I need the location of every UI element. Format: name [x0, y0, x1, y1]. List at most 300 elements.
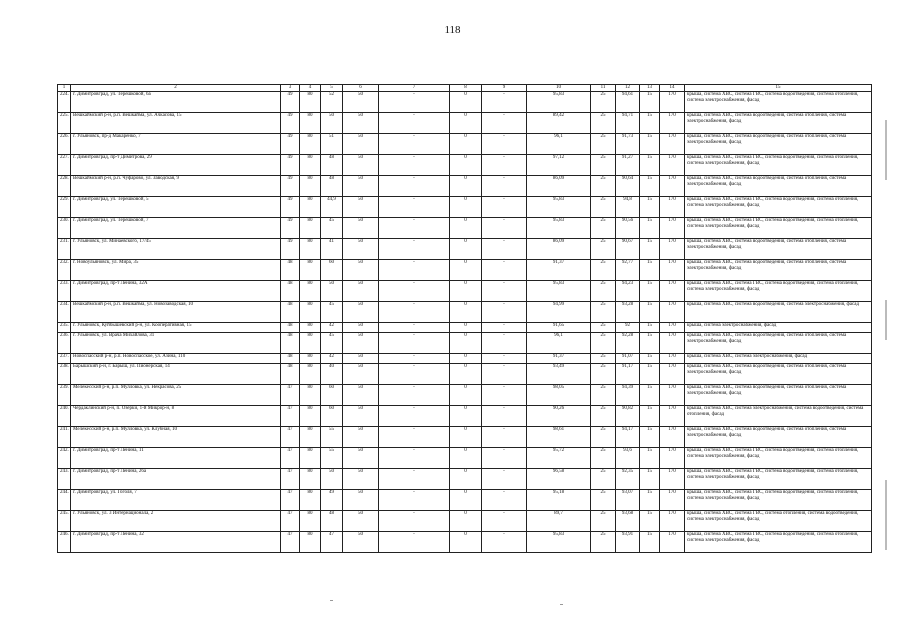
value-cell: 50 — [343, 427, 379, 448]
table-row — [58, 406, 872, 427]
value-cell: 15 — [640, 354, 660, 364]
works-list-cell: крыша, система ХВС, система ГВС, система водоотведения, система отопления, система электроснабжения, фасад — [685, 490, 872, 511]
value-cell: 80 — [300, 134, 321, 155]
value-cell: - — [379, 511, 450, 532]
value-cell: 0 — [450, 281, 482, 302]
value-cell: - — [379, 113, 450, 134]
column-header: 3 — [281, 85, 300, 92]
value-cell: 49 — [281, 218, 300, 239]
value-cell: 48 — [281, 364, 300, 385]
value-cell: 0 — [450, 532, 482, 553]
value-cell: - — [482, 155, 527, 176]
value-cell: 50 — [343, 511, 379, 532]
row-number-cell: 240. — [58, 406, 71, 427]
address-cell: г. Димитровград, ул. Терешковой, 5 — [71, 197, 281, 218]
value-cell: 93,91 — [616, 532, 640, 553]
value-cell: 170 — [660, 218, 685, 239]
works-list-cell: крыша, система ХВС, система ГВС, система водоотведения, система отопления, система электроснабжения, фасад — [685, 218, 872, 239]
value-cell: 60 — [321, 406, 343, 427]
value-cell: 170 — [660, 176, 685, 197]
value-cell: 0 — [450, 134, 482, 155]
value-cell: 92,28 — [616, 333, 640, 354]
value-cell: - — [379, 469, 450, 490]
value-cell: 25 — [591, 134, 616, 155]
works-list-cell: крыша, система ХВС, система водоотведения, система отопления, система электроснабжения, фасад — [685, 134, 872, 155]
row-number-cell: 234. — [58, 302, 71, 323]
value-cell: - — [482, 406, 527, 427]
row-number-cell: 232. — [58, 260, 71, 281]
address-cell: Вешкаймский р-н, р.п. Чуфарово, ул. Заводская, 9 — [71, 176, 281, 197]
value-cell: 15 — [640, 490, 660, 511]
value-cell: 97,12 — [527, 155, 591, 176]
works-list-cell: крыша, система ХВС, система водоотведения, система электроснабжения, фасад — [685, 302, 872, 323]
address-cell: Мелекесский р-н, р.п. Мулловка, ул. Клубная, 10 — [71, 427, 281, 448]
value-cell: 50 — [343, 197, 379, 218]
value-cell: 51 — [321, 134, 343, 155]
value-cell: 50 — [343, 406, 379, 427]
value-cell: 50 — [343, 532, 379, 553]
value-cell: 50 — [343, 364, 379, 385]
table-row — [58, 364, 872, 385]
value-cell: 0 — [450, 333, 482, 354]
column-header: 9 — [482, 85, 527, 92]
value-cell: 91,17 — [616, 364, 640, 385]
value-cell: 95,83 — [527, 197, 591, 218]
value-cell: 92,35 — [616, 469, 640, 490]
value-cell: - — [482, 354, 527, 364]
value-cell: 170 — [660, 323, 685, 333]
value-cell: 25 — [591, 155, 616, 176]
value-cell: 50 — [343, 385, 379, 406]
address-cell: Вешкаймский р-н, р.п. Вешкайма, ул. Ачкасова, 15 — [71, 113, 281, 134]
table-row — [58, 490, 872, 511]
row-number-cell: 243. — [58, 469, 71, 490]
value-cell: 90,56 — [616, 218, 640, 239]
value-cell: 94,71 — [616, 113, 640, 134]
value-cell: 25 — [591, 260, 616, 281]
value-cell: 94,99 — [527, 302, 591, 323]
table-row — [58, 281, 872, 302]
value-cell: 49 — [281, 155, 300, 176]
value-cell: 25 — [591, 385, 616, 406]
value-cell: 15 — [640, 469, 660, 490]
table-row — [58, 134, 872, 155]
value-cell: 91,07 — [616, 354, 640, 364]
value-cell: - — [482, 323, 527, 333]
row-number-cell: 236. — [58, 333, 71, 354]
value-cell: 25 — [591, 406, 616, 427]
value-cell: 50 — [343, 354, 379, 364]
scan-edge-mark — [885, 120, 887, 180]
value-cell: 15 — [640, 281, 660, 302]
value-cell: 80 — [300, 490, 321, 511]
value-cell: 50 — [343, 134, 379, 155]
value-cell: - — [379, 134, 450, 155]
value-cell: 170 — [660, 333, 685, 354]
row-number-cell: 231. — [58, 239, 71, 260]
table-row — [58, 469, 872, 490]
value-cell: 170 — [660, 364, 685, 385]
value-cell: - — [482, 134, 527, 155]
value-cell: - — [482, 176, 527, 197]
address-cell: Барышский р-н, г. Барыш, ул. Пионерская, 14 — [71, 364, 281, 385]
value-cell: 0 — [450, 176, 482, 197]
value-cell: 93,68 — [616, 511, 640, 532]
value-cell: 15 — [640, 364, 660, 385]
row-number-cell: 233. — [58, 281, 71, 302]
value-cell: 98,61 — [527, 427, 591, 448]
table-row — [58, 113, 872, 134]
value-cell: - — [482, 511, 527, 532]
value-cell: 96,58 — [527, 469, 591, 490]
value-cell: 50 — [343, 448, 379, 469]
value-cell: - — [482, 364, 527, 385]
table-row — [58, 92, 872, 113]
address-cell: г. Ульяновск, ул. 3 Интернационала, 2 — [71, 511, 281, 532]
value-cell: 0 — [450, 323, 482, 333]
value-cell: 47 — [281, 427, 300, 448]
column-number-row — [58, 85, 872, 92]
column-header: 12 — [616, 85, 640, 92]
address-cell: Мелекесский р-н, р.п. Мулловка, ул. Некрасова, 25 — [71, 385, 281, 406]
value-cell: 80 — [300, 511, 321, 532]
value-cell: 95,18 — [527, 490, 591, 511]
value-cell: 170 — [660, 511, 685, 532]
value-cell: 80 — [300, 385, 321, 406]
value-cell: 80 — [300, 406, 321, 427]
value-cell: 48 — [281, 302, 300, 323]
value-cell: 170 — [660, 239, 685, 260]
value-cell: 91,37 — [527, 354, 591, 364]
value-cell: 90,26 — [527, 406, 591, 427]
value-cell: 25 — [591, 511, 616, 532]
table-row — [58, 239, 872, 260]
value-cell: 170 — [660, 385, 685, 406]
value-cell: 50 — [343, 113, 379, 134]
value-cell: 25 — [591, 448, 616, 469]
value-cell: 80 — [300, 155, 321, 176]
value-cell: 25 — [591, 427, 616, 448]
value-cell: 0 — [450, 406, 482, 427]
value-cell: 45 — [321, 302, 343, 323]
value-cell: 96,1 — [527, 333, 591, 354]
value-cell: - — [482, 239, 527, 260]
value-cell: 60 — [321, 385, 343, 406]
works-list-cell: крыша, система ХВС, система водоотведения, система отопления, система электроснабжения, фасад — [685, 260, 872, 281]
value-cell: 91,37 — [527, 260, 591, 281]
value-cell: 15 — [640, 197, 660, 218]
works-list-cell: крыша, система ХВС, система водоотведения, система отопления, система электроснабжения, фасад — [685, 113, 872, 134]
value-cell: 90,64 — [616, 176, 640, 197]
value-cell: 40 — [321, 364, 343, 385]
address-cell: Вешкаймский р-н, р.п. Вешкайма, ул. Новозаводская, 10 — [71, 302, 281, 323]
value-cell: 80 — [300, 354, 321, 364]
row-number-cell: 228. — [58, 176, 71, 197]
value-cell: 15 — [640, 532, 660, 553]
value-cell: 49 — [281, 92, 300, 113]
table-row — [58, 260, 872, 281]
value-cell: 25 — [591, 281, 616, 302]
scan-speck — [560, 604, 563, 605]
works-list-cell: крыша, система ХВС, система ГВС, система водоотведения, система отопления, система электроснабжения, фасад — [685, 448, 872, 469]
value-cell: 15 — [640, 323, 660, 333]
column-header: 13 — [640, 85, 660, 92]
row-number-cell: 246. — [58, 532, 71, 553]
works-list-cell: крыша, система ХВС, система ГВС, система водоотведения, система отопления, система электроснабжения, фасад — [685, 155, 872, 176]
value-cell: 15 — [640, 511, 660, 532]
value-cell: - — [379, 333, 450, 354]
value-cell: 49 — [281, 176, 300, 197]
value-cell: 47 — [321, 532, 343, 553]
value-cell: 50 — [321, 469, 343, 490]
value-cell: 48 — [321, 511, 343, 532]
table-row — [58, 333, 872, 354]
value-cell: 25 — [591, 176, 616, 197]
value-cell: 86,09 — [527, 239, 591, 260]
value-cell: 93,07 — [616, 490, 640, 511]
row-number-cell: 227. — [58, 155, 71, 176]
value-cell: 48 — [321, 155, 343, 176]
value-cell: - — [482, 281, 527, 302]
column-header: 5 — [321, 85, 343, 92]
value-cell: 98,05 — [527, 385, 591, 406]
value-cell: 55 — [321, 448, 343, 469]
value-cell: 0 — [450, 354, 482, 364]
value-cell: - — [482, 260, 527, 281]
value-cell: 90,67 — [616, 239, 640, 260]
value-cell: 94,61 — [616, 92, 640, 113]
value-cell: 95,83 — [527, 218, 591, 239]
column-header: 6 — [343, 85, 379, 92]
value-cell: 170 — [660, 354, 685, 364]
value-cell: 94,23 — [616, 281, 640, 302]
address-cell: г. Ульяновск, ул. Врача Михайлова, 31 — [71, 333, 281, 354]
works-list-cell: крыша, система ХВС, система водоотведения, система отопления, система электроснабжения, фасад — [685, 333, 872, 354]
value-cell: 170 — [660, 134, 685, 155]
value-cell: 170 — [660, 427, 685, 448]
value-cell: 42 — [321, 323, 343, 333]
value-cell: 170 — [660, 113, 685, 134]
value-cell: 94,17 — [616, 427, 640, 448]
value-cell: 170 — [660, 532, 685, 553]
address-cell: г. Новоульяновск, ул. Мира, 35 — [71, 260, 281, 281]
row-number-cell: 226. — [58, 134, 71, 155]
value-cell: 25 — [591, 239, 616, 260]
column-header: 4 — [300, 85, 321, 92]
value-cell: 0 — [450, 113, 482, 134]
value-cell: 80 — [300, 364, 321, 385]
value-cell: 48 — [321, 176, 343, 197]
value-cell: 48 — [281, 281, 300, 302]
value-cell: 25 — [591, 532, 616, 553]
value-cell: 50 — [343, 176, 379, 197]
value-cell: 0 — [450, 260, 482, 281]
value-cell: 170 — [660, 260, 685, 281]
value-cell: 96,1 — [527, 134, 591, 155]
address-cell: г. Димитровград, пр-т Ленина, 26а — [71, 469, 281, 490]
table-row — [58, 302, 872, 323]
value-cell: - — [482, 448, 527, 469]
value-cell: 80 — [300, 197, 321, 218]
value-cell: - — [482, 218, 527, 239]
value-cell: 50 — [343, 92, 379, 113]
row-number-cell: 229. — [58, 197, 71, 218]
address-cell: г. Димитровград, пр-т Ленина, 32 — [71, 532, 281, 553]
works-list-cell: крыша, система ХВС, система электроснабжения, фасад — [685, 354, 872, 364]
value-cell: 25 — [591, 92, 616, 113]
value-cell: 25 — [591, 354, 616, 364]
works-list-cell: крыша, система ХВС, система водоотведения, система отопления, система электроснабжения, фасад — [685, 364, 872, 385]
value-cell: 0 — [450, 92, 482, 113]
value-cell: 48 — [281, 323, 300, 333]
address-cell: Чердаклинский р-н, п. Озёрки, 1-й Микрор-н, 8 — [71, 406, 281, 427]
value-cell: 170 — [660, 155, 685, 176]
value-cell: 80 — [300, 113, 321, 134]
column-header: 2 — [71, 85, 281, 92]
address-cell: г. Ульяновск, пр-д Макаренко, 7 — [71, 134, 281, 155]
value-cell: 95,72 — [527, 448, 591, 469]
value-cell: 50 — [343, 155, 379, 176]
value-cell: - — [379, 385, 450, 406]
value-cell: - — [379, 323, 450, 333]
value-cell: 15 — [640, 134, 660, 155]
value-cell: 52 — [321, 92, 343, 113]
value-cell: - — [482, 302, 527, 323]
table-row — [58, 354, 872, 364]
value-cell: - — [379, 364, 450, 385]
value-cell: 55 — [321, 427, 343, 448]
value-cell: 95,83 — [527, 532, 591, 553]
row-number-cell: 238. — [58, 364, 71, 385]
value-cell: 49 — [321, 490, 343, 511]
value-cell: 47 — [281, 532, 300, 553]
table-row — [58, 197, 872, 218]
value-cell: - — [379, 302, 450, 323]
value-cell: 80 — [300, 92, 321, 113]
value-cell: 25 — [591, 218, 616, 239]
value-cell: 15 — [640, 239, 660, 260]
value-cell: - — [379, 92, 450, 113]
value-cell: 25 — [591, 490, 616, 511]
table-row — [58, 532, 872, 553]
value-cell: 170 — [660, 92, 685, 113]
value-cell: 50 — [343, 323, 379, 333]
address-cell: г. Димитровград, пр-т Димитрова, 29 — [71, 155, 281, 176]
value-cell: 170 — [660, 281, 685, 302]
value-cell: 47 — [281, 469, 300, 490]
value-cell: 80 — [300, 469, 321, 490]
row-number-cell: 230. — [58, 218, 71, 239]
value-cell: 50 — [343, 218, 379, 239]
address-cell: г. Ульяновск, Куйбышевский р-н, ул. Кооперативная, 15 — [71, 323, 281, 333]
value-cell: 15 — [640, 302, 660, 323]
value-cell: 95,83 — [527, 92, 591, 113]
value-cell: 25 — [591, 113, 616, 134]
value-cell: 48 — [281, 260, 300, 281]
value-cell: 86,09 — [527, 176, 591, 197]
value-cell: 80 — [300, 218, 321, 239]
value-cell: 48 — [281, 333, 300, 354]
value-cell: - — [482, 92, 527, 113]
value-cell: 94,39 — [616, 385, 640, 406]
column-header: 14 — [660, 85, 685, 92]
address-cell: г. Димитровград, пр-т Ленина, 32А — [71, 281, 281, 302]
value-cell: 42 — [321, 354, 343, 364]
value-cell: 93,6 — [616, 448, 640, 469]
value-cell: 0 — [450, 427, 482, 448]
value-cell: 25 — [591, 323, 616, 333]
table-row — [58, 385, 872, 406]
address-cell: Новоспасский р-н, р.п. Новоспасское, ул. Азина, 110 — [71, 354, 281, 364]
table-row — [58, 218, 872, 239]
value-cell: 25 — [591, 197, 616, 218]
table-row — [58, 511, 872, 532]
value-cell: 170 — [660, 406, 685, 427]
value-cell: - — [379, 260, 450, 281]
value-cell: 0 — [450, 155, 482, 176]
value-cell: - — [379, 218, 450, 239]
works-list-cell: крыша, система ХВС, система водоотведения, система отопления, система электроснабжения, фасад — [685, 427, 872, 448]
address-cell: г. Димитровград, ул. Терешковой, 7 — [71, 218, 281, 239]
value-cell: 89,42 — [527, 113, 591, 134]
table-row — [58, 448, 872, 469]
value-cell: 80 — [300, 323, 321, 333]
value-cell: 80 — [300, 333, 321, 354]
value-cell: 15 — [640, 176, 660, 197]
works-list-cell: крыша, система ХВС, система ГВС, система водоотведения, система отопления, система электроснабжения, фасад — [685, 469, 872, 490]
value-cell: - — [482, 385, 527, 406]
row-number-cell: 237. — [58, 354, 71, 364]
value-cell: 49 — [281, 197, 300, 218]
value-cell: 45 — [321, 218, 343, 239]
value-cell: 50 — [343, 302, 379, 323]
value-cell: 80 — [300, 532, 321, 553]
value-cell: 80 — [300, 448, 321, 469]
value-cell: 0 — [450, 469, 482, 490]
value-cell: 15 — [640, 448, 660, 469]
value-cell: 50 — [321, 113, 343, 134]
row-number-cell: 225. — [58, 113, 71, 134]
value-cell: 49 — [281, 134, 300, 155]
row-number-cell: 224. — [58, 92, 71, 113]
value-cell: - — [379, 239, 450, 260]
works-list-cell: крыша, система ХВС, система ГВС, система водоотведения, система отопления, система электроснабжения, фасад — [685, 281, 872, 302]
value-cell: - — [482, 113, 527, 134]
value-cell: 50 — [343, 239, 379, 260]
value-cell: 95,83 — [527, 281, 591, 302]
page-number: 118 — [444, 24, 461, 36]
row-number-cell: 239. — [58, 385, 71, 406]
value-cell: - — [482, 469, 527, 490]
register-table-container — [57, 84, 871, 553]
value-cell: 15 — [640, 113, 660, 134]
value-cell: 80 — [300, 239, 321, 260]
value-cell: 170 — [660, 448, 685, 469]
value-cell: 50 — [321, 281, 343, 302]
value-cell: 47 — [281, 385, 300, 406]
value-cell: 25 — [591, 469, 616, 490]
value-cell: - — [379, 155, 450, 176]
value-cell: 91,73 — [616, 134, 640, 155]
value-cell: 15 — [640, 92, 660, 113]
value-cell: - — [379, 281, 450, 302]
address-cell: г. Димитровград, ул. Терешковой, 6а — [71, 92, 281, 113]
value-cell: - — [482, 490, 527, 511]
value-cell: 80 — [300, 281, 321, 302]
row-number-cell: 244. — [58, 490, 71, 511]
value-cell: 170 — [660, 197, 685, 218]
value-cell: 25 — [591, 364, 616, 385]
